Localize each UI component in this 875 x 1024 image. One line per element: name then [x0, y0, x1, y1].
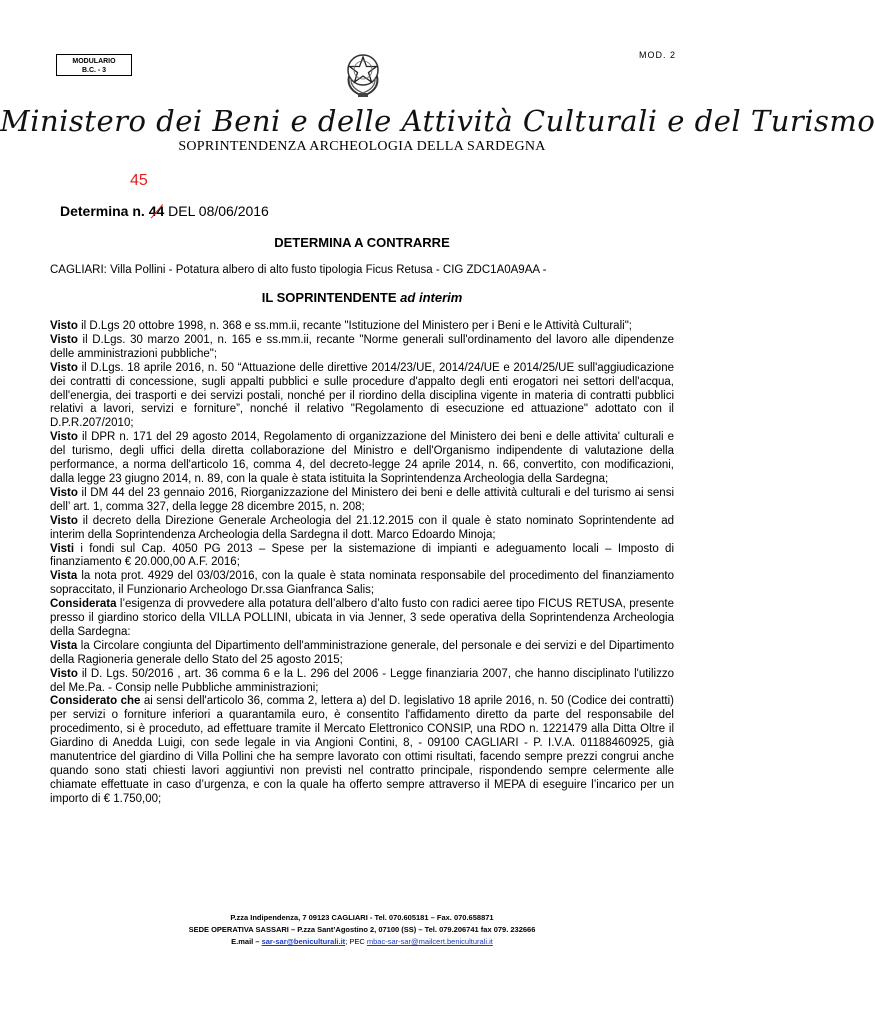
pec-link[interactable]: mbac-sar-sar@mailcert.beniculturali.it	[366, 937, 493, 946]
ministry-name: Ministero dei Beni e delle Attività Culturali e del Turismo	[0, 104, 875, 138]
document-title: DETERMINA A CONTRARRE	[274, 235, 450, 250]
paragraph-text: il D.Lgs 20 ottobre 1998, n. 368 e ss.mm.ii, recante "Istituzione del Ministero per i Beni e le Attività Culturali";	[77, 320, 632, 332]
paragraph-lead: Visto	[50, 667, 78, 680]
paragraph-lead: Considerata	[50, 598, 117, 611]
paragraph-text: il DM 44 del 23 gennaio 2016, Riorganizzazione del Ministero dei beni e delle attività culturali e del turismo ai sensi dell’ art. 1, comma 327, della legge 28 dicembre 2015, n. 208;	[50, 486, 674, 513]
heading-italic: ad interim	[400, 290, 463, 305]
paragraph-lead: Visto	[50, 514, 78, 527]
paragraph-lead: Visto	[50, 320, 78, 332]
page-footer	[0, 912, 724, 948]
paragraph	[50, 543, 674, 571]
section-heading	[0, 290, 724, 305]
footer-contacts	[0, 936, 724, 948]
email-link[interactable]: sar-sar@beniculturali.it	[261, 937, 346, 946]
paragraph-lead: Visto	[50, 361, 78, 374]
paragraph	[50, 362, 674, 432]
document-body	[50, 320, 674, 807]
paragraph-text: il D.Lgs. 30 marzo 2001, n. 165 e ss.mm.ii, recante "Norme generali sull'ordinamento del lavoro alle dipendenze delle amministrazioni pubbliche";	[50, 333, 674, 360]
paragraph-text: il D. Lgs. 50/2016 , art. 36 comma 6 e la L. 296 del 2006 - Legge finanziaria 2007, che hanno disciplinato l'utilizzo del Me.Pa. - Consip nelle Pubbliche amministrazioni;	[50, 667, 674, 694]
paragraph-lead: Visto	[50, 486, 78, 499]
heading-main: IL SOPRINTENDENTE	[261, 290, 397, 305]
paragraph-lead: Vista	[50, 639, 78, 652]
modulario-box	[56, 54, 132, 76]
paragraph	[50, 515, 674, 543]
footer-sede-operativa: SEDE OPERATIVA SASSARI – P.zza Sant’Agostino 2, 07100 (SS) – Tel. 079.206741 fax 079. 232666	[188, 925, 536, 934]
paragraph	[50, 695, 674, 806]
paragraph	[50, 431, 674, 487]
paragraph	[50, 334, 674, 362]
paragraph-lead: Visti	[50, 542, 75, 555]
paragraph	[50, 487, 674, 515]
paragraph-lead: Visto	[50, 333, 78, 346]
paragraph-lead: Vista	[50, 570, 78, 583]
soprintendenza-name: SOPRINTENDENZA ARCHEOLOGIA DELLA SARDEGNA	[178, 139, 546, 154]
paragraph-text: il D.Lgs. 18 aprile 2016, n. 50 “Attuazione delle direttive 2014/23/UE, 2014/24/UE e 2014/25/UE sull'aggiudicazione dei contratti di concessione, sugli appalti pubblici e sulle procedure d'appalto degli enti erogatori nei settori dell'acqua, dell'energia, dei trasporti e dei servizi postali, nonché per il riordino della disciplina vigente in materia di contratti pubblici relativi a lavori, servizi e forniture”, nonché il relativo "Regolamento di esecuzione ed attuazione" adottato con il D.P.R.207/2010;	[50, 361, 674, 430]
paragraph	[50, 668, 674, 696]
paragraph-text: ai sensi dell'articolo 36, comma 2, lettera a) del D. legislativo 18 aprile 2016, n. 50 (Codice dei contratti) per servizi o forniture inferiori a quarantamila euro, è consentito l'affidamento diretto da parte del responsabile del procedimento, si è proceduto, ad effettuare tramite il Mercato Elettronico CONSIP, una RDO n. 1221479 alla Ditta Oltre il Giardino di Anedda Luigi, con sede legale in via Angioni Contini, 8, - 09100 CAGLIARI - P. I.V.A. 01188460925, già manutentrice del giardino di Villa Pollini che ha sempre lavorato con ottimi risultati, facendo sempre prezzi congrui anche quando sono stati chiesti lavori aggiuntivi non previsti nel contratto principale, rispondendo sempre celermente alle chiamate effettuate in caso d’urgenza, e con la quale ha offerto sempre attraverso il MEPA di eseguire l’incarico per un importo di € 1.750,00;	[50, 695, 674, 805]
republic-emblem-icon	[340, 46, 386, 100]
paragraph-text: il decreto della Direzione Generale Archeologia del 21.12.2015 con il quale è stato nominato Soprintendente ad interim della Soprintendenza Archeologia della Sardegna il dott. Marco Edoardo Minoja;	[50, 514, 674, 541]
paragraph-text: i fondi sul Cap. 4050 PG 2013 – Spese per la sistemazione di impianti e adeguamento locali – Imposto di finanziamento € 20.000,00 A.F. 2016;	[50, 542, 674, 569]
determina-label: Determina n.	[60, 203, 145, 219]
determina-date: DEL 08/06/2016	[168, 203, 269, 219]
mod-label: MOD. 2	[638, 50, 676, 60]
paragraph	[50, 320, 674, 334]
modulario-code: B.C. - 3	[81, 67, 107, 74]
paragraph-lead: Visto	[50, 431, 78, 444]
determina-line	[60, 203, 269, 219]
handwritten-number: 45	[130, 172, 148, 189]
email-label: E.mail –	[231, 937, 260, 946]
paragraph	[50, 570, 674, 598]
paragraph-text: la nota prot. 4929 del 03/03/2016, con la quale è stata nominata responsabile del procedimento del finanziamento sopraccitato, il Funzionario Archeologo Dr.ssa Gianfranca Salis;	[50, 570, 674, 597]
paragraph	[50, 640, 674, 668]
paragraph	[50, 598, 674, 640]
paragraph-text: il DPR n. 171 del 29 agosto 2014, Regolamento di organizzazione del Ministero dei beni e delle attivita' culturali e del turismo, degli uffici della diretta collaborazione del Ministro e dell'Organismo indipendente di valutazione della performance, a norma dell'articolo 16, comma 4, del decreto-legge 24 aprile 2014, n. 66, convertito, con modificazioni, dalla legge 23 giugno 2014, n. 89, con la quale è stata istituita la Soprintendenza Archeologia della Sardegna;	[50, 431, 674, 485]
struck-number: 44	[148, 203, 165, 219]
paragraph-text: l’esigenza di provvedere alla potatura dell’albero d’alto fusto con radici aeree tipo FICUS RETUSA, presente presso il giardino storico della VILLA POLLINI, ubicata in via Jenner, 3 sede operativa della Soprintendenza Archeologia della Sardegna:	[50, 598, 674, 638]
subject-line: CAGLIARI: Villa Pollini - Potatura albero di alto fusto tipologia Ficus Retusa - CIG ZDC1A0A9AA -	[50, 264, 547, 276]
paragraph-lead: Considerato che	[50, 695, 141, 708]
pec-label: ; PEC	[345, 937, 365, 946]
footer-address: P.zza Indipendenza, 7 09123 CAGLIARI - Tel. 070.605181 – Fax. 070.658871	[230, 913, 494, 922]
paragraph-text: la Circolare congiunta del Dipartimento dell'amministrazione generale, del personale e dei servizi e del Dipartimento della Ragioneria generale dello Stato del 25 agosto 2015;	[50, 639, 674, 666]
modulario-label: MODULARIO	[72, 58, 116, 65]
